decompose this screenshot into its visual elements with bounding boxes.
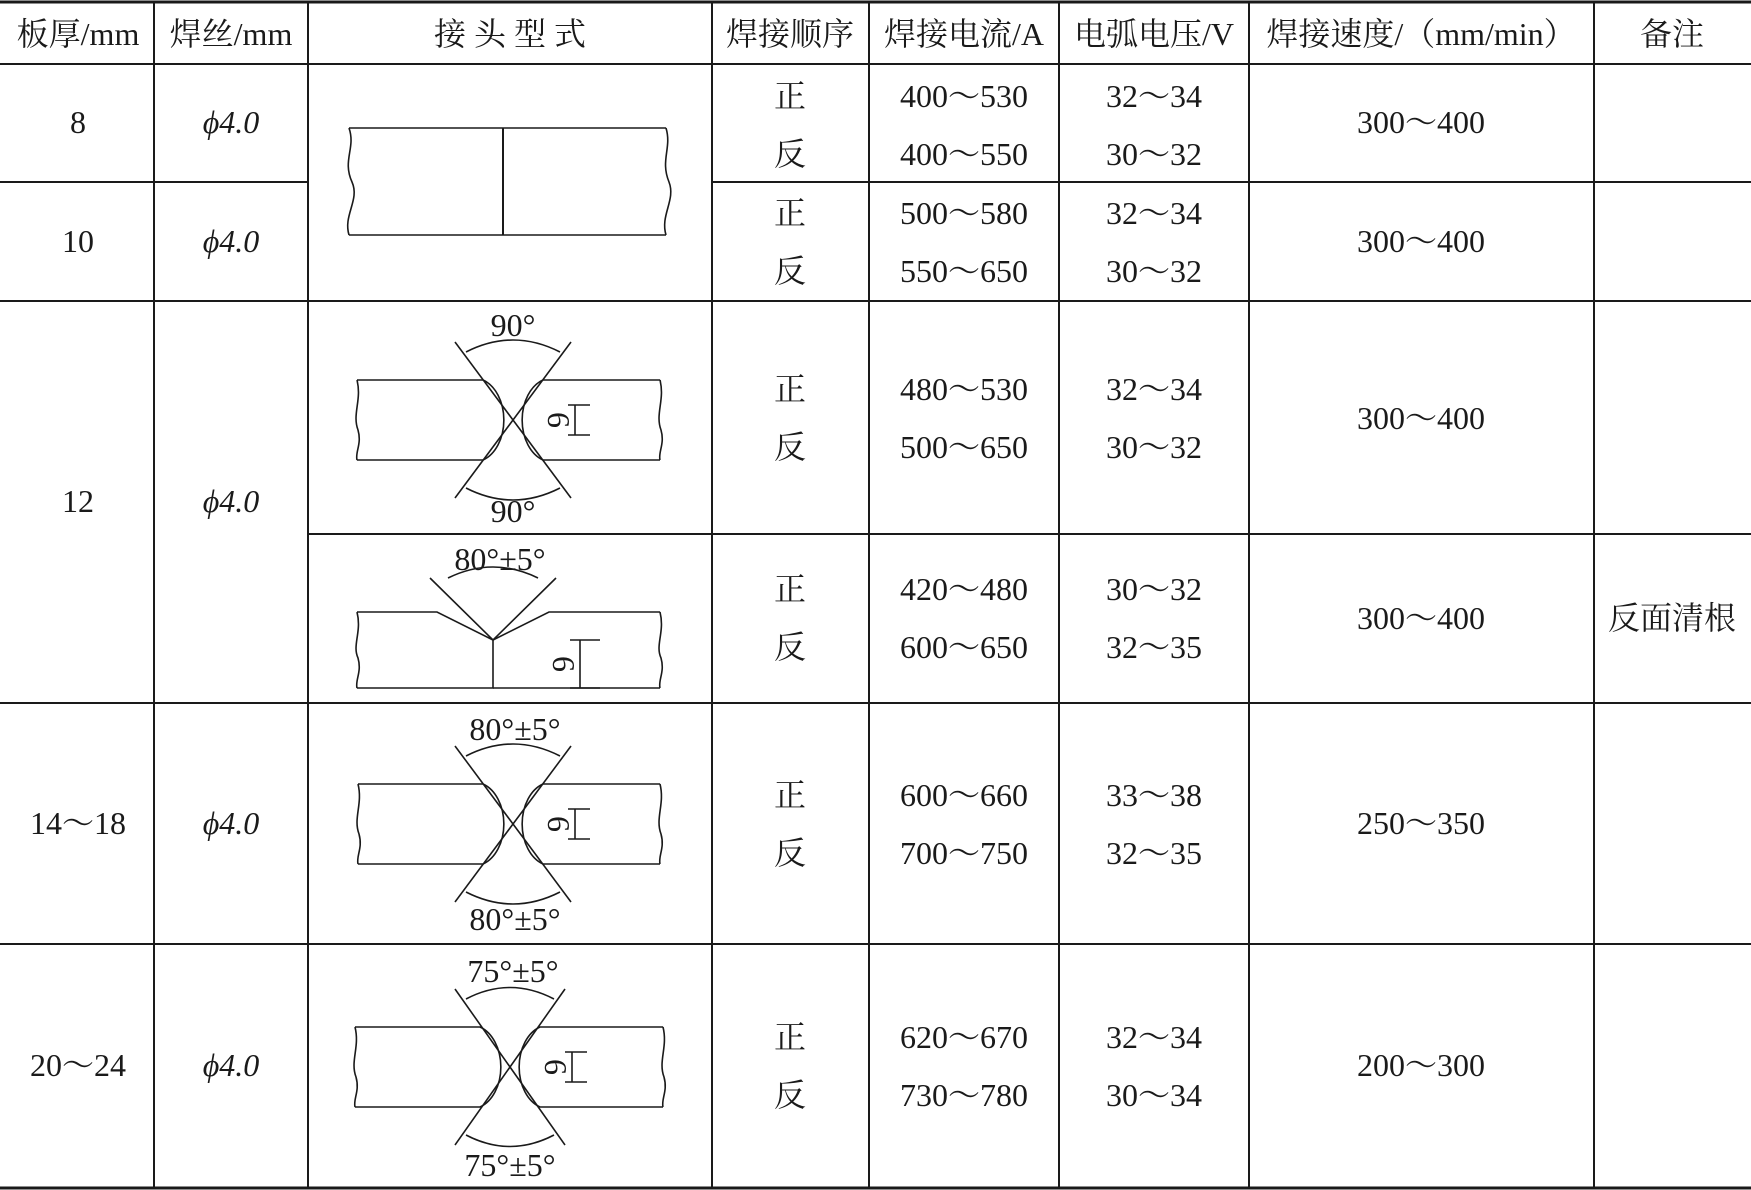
double-v-joint-diagram-14-18 bbox=[357, 711, 662, 937]
cell-wire: ϕ4.0 bbox=[202, 1047, 260, 1083]
cell-voltage-back: 32～35 bbox=[1105, 629, 1203, 665]
cell-current-front: 400～530 bbox=[899, 78, 1029, 114]
cell-voltage-front: 32～34 bbox=[1105, 78, 1203, 114]
cell-thickness: 20～24 bbox=[29, 1047, 127, 1083]
cell-order-back: 反 bbox=[773, 253, 807, 289]
cell-voltage-front: 30～32 bbox=[1105, 571, 1203, 607]
cell-current-back: 700～750 bbox=[899, 835, 1029, 871]
cell-speed: 200～300 bbox=[1356, 1047, 1486, 1083]
cell-order-back: 反 bbox=[773, 136, 807, 172]
cell-voltage-front: 32～34 bbox=[1105, 1019, 1203, 1055]
root-dimension: 6 bbox=[541, 412, 577, 428]
cell-order-front: 正 bbox=[773, 571, 807, 607]
cell-wire: ϕ4.0 bbox=[202, 483, 260, 519]
angle-label-top: 90° bbox=[490, 307, 536, 343]
cell-voltage-back: 30～32 bbox=[1105, 136, 1203, 172]
table-row bbox=[70, 78, 1485, 172]
cell-current-back: 400～550 bbox=[899, 136, 1029, 172]
angle-label-top: 80°±5° bbox=[469, 711, 561, 747]
single-v-joint-diagram-12 bbox=[356, 541, 662, 688]
table-row bbox=[30, 1019, 1485, 1113]
header-speed: 焊接速度/（mm/min） bbox=[1266, 16, 1576, 52]
cell-speed: 300～400 bbox=[1356, 600, 1486, 636]
cell-thickness: 12 bbox=[62, 483, 94, 519]
cell-order-back: 反 bbox=[773, 835, 807, 871]
cell-current-back: 550～650 bbox=[899, 253, 1029, 289]
table-row bbox=[774, 571, 1736, 665]
cell-wire: ϕ4.0 bbox=[202, 223, 260, 259]
header-current: 焊接电流/A bbox=[883, 16, 1045, 52]
cell-voltage-back: 30～32 bbox=[1105, 429, 1203, 465]
cell-voltage-back: 30～32 bbox=[1105, 253, 1203, 289]
cell-thickness: 10 bbox=[62, 223, 94, 259]
cell-current-back: 730～780 bbox=[899, 1077, 1029, 1113]
cell-speed: 300～400 bbox=[1356, 223, 1486, 259]
cell-note: 反面清根 bbox=[1607, 600, 1737, 636]
double-v-joint-diagram-20-24 bbox=[354, 953, 665, 1183]
header-sequence: 焊接顺序 bbox=[725, 16, 855, 52]
root-dimension: 6 bbox=[541, 816, 577, 832]
cell-order-back: 反 bbox=[773, 429, 807, 465]
cell-current-front: 500～580 bbox=[899, 195, 1029, 231]
angle-label-top: 80°±5° bbox=[454, 541, 546, 577]
header-note: 备注 bbox=[1639, 16, 1705, 52]
cell-voltage-back: 30～34 bbox=[1105, 1077, 1203, 1113]
cell-speed: 300～400 bbox=[1356, 400, 1486, 436]
table-row bbox=[62, 371, 1485, 519]
cell-current-back: 500～650 bbox=[899, 429, 1029, 465]
cell-current-front: 480～530 bbox=[899, 371, 1029, 407]
cell-order-front: 正 bbox=[773, 195, 807, 231]
cell-current-front: 420～480 bbox=[899, 571, 1029, 607]
cell-thickness: 8 bbox=[70, 104, 86, 140]
butt-joint-diagram bbox=[348, 128, 671, 235]
cell-voltage-front: 33～38 bbox=[1105, 777, 1203, 813]
table-row bbox=[30, 777, 1485, 871]
cell-speed: 250～350 bbox=[1356, 805, 1486, 841]
header-wire: 焊丝/mm bbox=[169, 16, 293, 52]
cell-voltage-back: 32～35 bbox=[1105, 835, 1203, 871]
header-voltage: 电弧电压/V bbox=[1073, 16, 1235, 52]
cell-wire: ϕ4.0 bbox=[202, 104, 260, 140]
cell-order-front: 正 bbox=[773, 1019, 807, 1055]
header-joint-type: 接 头 型 式 bbox=[433, 16, 587, 52]
root-dimension: 6 bbox=[538, 1059, 574, 1075]
cell-voltage-front: 32～34 bbox=[1105, 371, 1203, 407]
cell-current-back: 600～650 bbox=[899, 629, 1029, 665]
angle-label-bottom: 80°±5° bbox=[469, 901, 561, 937]
root-dimension: 6 bbox=[546, 656, 582, 672]
cell-thickness: 14～18 bbox=[29, 805, 127, 841]
cell-speed: 300～400 bbox=[1356, 104, 1486, 140]
table-grid bbox=[0, 2, 1751, 1188]
cell-order-front: 正 bbox=[773, 371, 807, 407]
cell-current-front: 620～670 bbox=[899, 1019, 1029, 1055]
cell-order-back: 反 bbox=[773, 629, 807, 665]
table-row bbox=[62, 195, 1485, 289]
angle-label-bottom: 75°±5° bbox=[464, 1147, 556, 1183]
angle-label-bottom: 90° bbox=[490, 493, 536, 529]
cell-order-front: 正 bbox=[773, 777, 807, 813]
angle-label-top: 75°±5° bbox=[467, 953, 559, 989]
cell-current-front: 600～660 bbox=[899, 777, 1029, 813]
cell-voltage-front: 32～34 bbox=[1105, 195, 1203, 231]
cell-order-front: 正 bbox=[773, 78, 807, 114]
double-v-joint-diagram-12 bbox=[356, 307, 662, 529]
cell-wire: ϕ4.0 bbox=[202, 805, 260, 841]
table-header bbox=[17, 16, 1704, 52]
cell-order-back: 反 bbox=[773, 1077, 807, 1113]
header-thickness: 板厚/mm bbox=[16, 16, 140, 52]
